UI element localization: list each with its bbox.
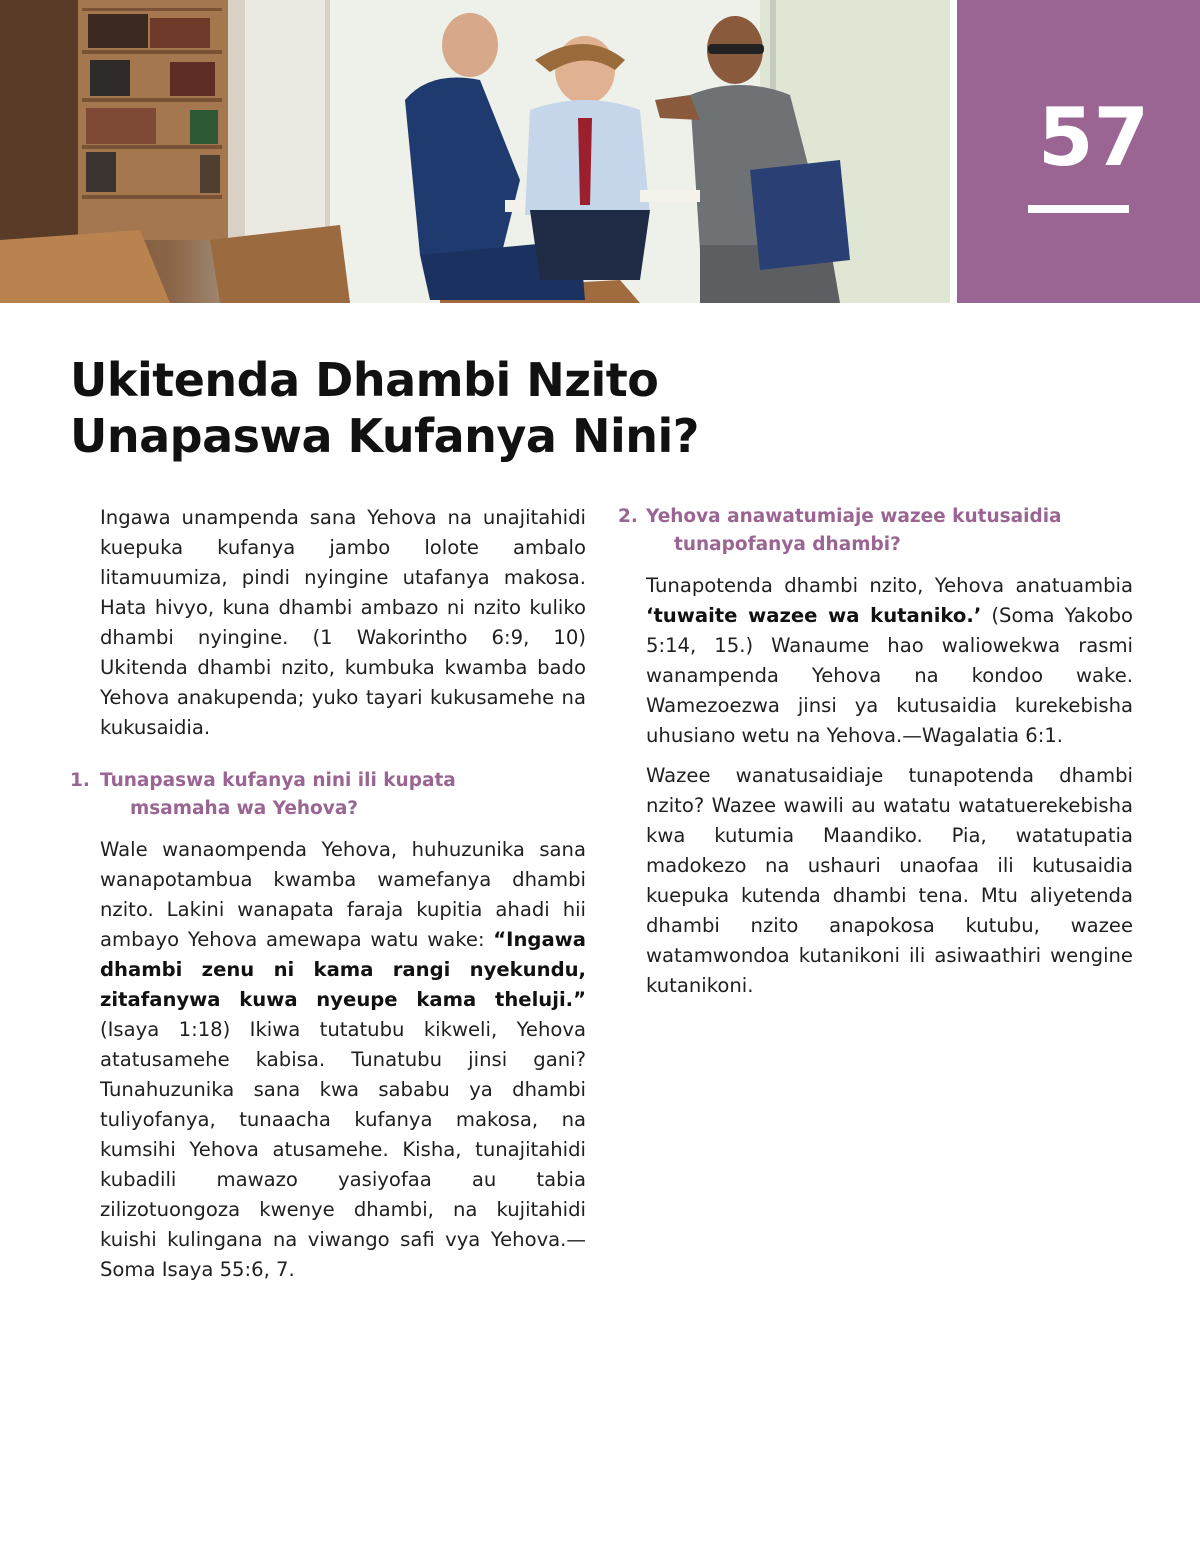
section-2-text-before: Tunapotenda dhambi nzito, Yehova anatuambia [646,574,1133,597]
section-1-text-before: Wale wanaompenda Yehova, huhuzunika sana wanapotambua kwamba wamefanya dhambi nzito. Lakini wanapata faraja kupitia ahadi hii ambayo Yehova amewapa watu wake: [100,838,586,951]
page-title-line-2: Unapaswa Kufanya Nini? [70,409,699,463]
section-2-number: 2. [618,506,638,527]
left-column [70,503,586,1295]
section-2-quote-elders: ‘tuwaite wazee wa kutaniko.’ [646,604,982,627]
section-2-heading [618,503,1133,559]
section-2-paragraph-1 [618,571,1133,751]
right-column [618,503,1133,1011]
section-2-heading-line-2: tunapofanya dhambi? [674,534,901,555]
page-title [70,352,890,464]
section-1-heading [70,767,586,823]
lesson-number-underline [1028,205,1129,213]
section-1-number: 1. [70,770,90,791]
section-2-paragraph-2: Wazee wanatusaidiaje tunapotenda dhambi nzito? Wazee wawili au watatu watatuerekebisha kwa kutumia Maandiko. Pia, watatupatia madokezo na ushauri unaofaa ili kutusaidia kuepuka kutenda dhambi tena. Mtu aliyetenda dhambi nzito anapokosa kutubu, wazee watamwondoa kutanikoni ili asiwaathiri wengine kutanikoni. [646,764,1133,997]
header-photo [0,0,950,303]
lesson-number: 57 [1037,91,1150,184]
intro-paragraph: Ingawa unampenda sana Yehova na unajitahidi kuepuka kufanya jambo lolote ambalo litamuumiza, pindi nyingine utafanya makosa. Hata hivyo, kuna dhambi ambazo ni nzito kuliko dhambi nyingine. (1 Wakorintho 6:9, 10) Ukitenda dhambi nzito, kumbuka kwamba bado Yehova anakupenda; yuko tayari kukusamehe na kukusaidia. [100,506,586,739]
section-1-text-after: (Isaya 1:18) Ikiwa tutatubu kikweli, Yehova atatusamehe kabisa. Tunatubu jinsi gani? Tunahuzunika sana kwa sababu ya dhambi tuliyofanya, tunaacha kufanya makosa, na kumsihi Yehova atusamehe. Kisha, tunajitahidi kubadili mawazo yasiyofaa au tabia zilizotuongoza kwenye dhambi, na kujitahidi kuishi kulingana na viwango safi vya Yehova.—Soma Isaya 55:6, 7. [100,1018,586,1281]
section-1-paragraph [70,835,586,1285]
section-1-heading-line-1: Tunapaswa kufanya nini ili kupata [100,770,456,791]
lesson-number-badge [957,0,1200,303]
section-1-quote-isaiah: “Ingawa dhambi zenu ni kama rangi nyekundu, zitafanywa kuwa nyeupe kama theluji.” [100,928,586,1011]
section-1-heading-line-2: msamaha wa Yehova? [130,798,359,819]
header-photo-illustration [0,0,950,303]
section-2-heading-line-1: Yehova anawatumiaje wazee kutusaidia [646,506,1062,527]
section-2-text-after: (Soma Yakobo 5:14, 15.) Wanaume hao waliowekwa rasmi wanampenda Yehova na kondoo wake. Wamezoezwa jinsi ya kutusaidia kurekebisha uhusiano wetu na Yehova.—Wagalatia 6:1. [646,604,1133,747]
page-title-line-1: Ukitenda Dhambi Nzito [70,353,659,407]
